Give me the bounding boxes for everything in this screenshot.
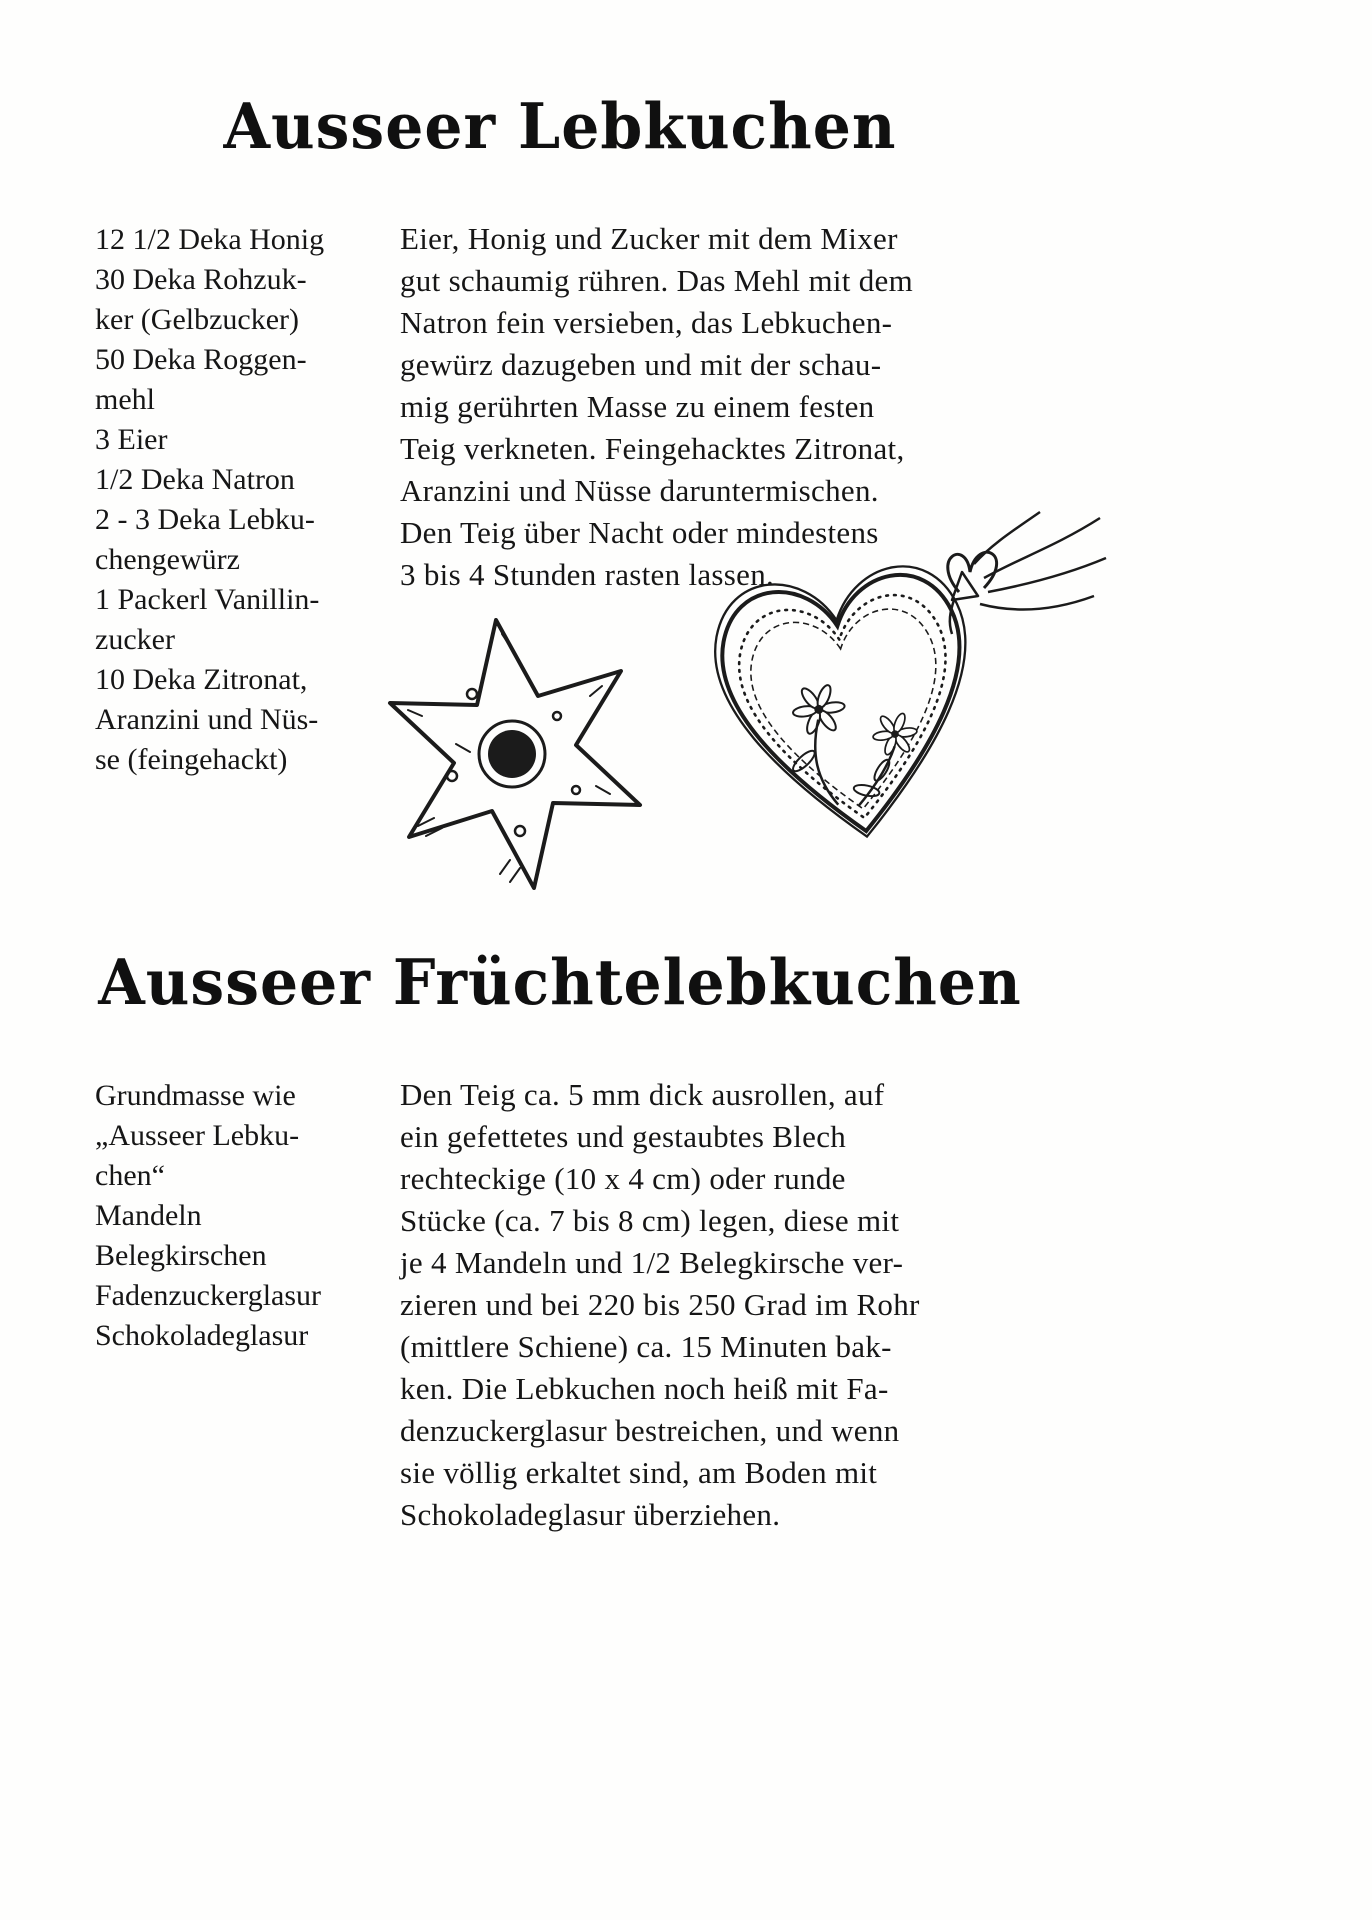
text-line: Fadenzuckerglasur <box>95 1279 322 1312</box>
text-line: „Ausseer Lebku- <box>95 1119 300 1152</box>
text-line: 1/2 Deka Natron <box>95 463 295 496</box>
text-line: Grundmasse wie <box>95 1079 296 1112</box>
text-line: 50 Deka Roggen- <box>95 343 307 376</box>
text-line: Natron fein versieben, das Lebkuchen- <box>400 305 893 340</box>
text-line: 10 Deka Zitronat, <box>95 663 308 696</box>
recipe2-instructions <box>400 1074 1110 1536</box>
text-line: se (feingehackt) <box>95 743 288 776</box>
text-line: mig gerührten Masse zu einem festen <box>400 389 875 424</box>
text-line: ein gefettetes und gestaubtes Blech <box>400 1119 847 1154</box>
text-line: rechteckige (10 x 4 cm) oder runde <box>400 1161 846 1196</box>
text-line: 2 - 3 Deka Lebku- <box>95 503 315 536</box>
text-line: 3 Eier <box>95 423 168 456</box>
text-line: Den Teig über Nacht oder mindestens <box>400 515 879 550</box>
text-line: Belegkirschen <box>95 1239 267 1272</box>
text-line: Stücke (ca. 7 bis 8 cm) legen, diese mit <box>400 1203 900 1238</box>
text-line: 3 bis 4 Stunden rasten lassen. <box>400 557 775 592</box>
page-title-recipe1: Ausseer Lebkuchen <box>223 90 897 164</box>
text-line: 30 Deka Rohzuk- <box>95 263 307 296</box>
text-line: ken. Die Lebkuchen noch heiß mit Fa- <box>400 1371 889 1406</box>
text-line: mehl <box>95 383 155 416</box>
cookie-center-knob <box>488 730 536 778</box>
text-line: Schokoladeglasur überziehen. <box>400 1497 781 1532</box>
text-line: gewürz dazugeben und mit der schau- <box>400 347 882 382</box>
recipe2-ingredient-list <box>95 1076 425 1356</box>
text-line: denzuckerglasur bestreichen, und wenn <box>400 1413 900 1448</box>
text-line: ker (Gelbzucker) <box>95 303 300 336</box>
text-line: zieren und bei 220 bis 250 Grad im Rohr <box>400 1287 920 1322</box>
text-line: (mittlere Schiene) ca. 15 Minuten bak- <box>400 1329 892 1364</box>
text-line: Den Teig ca. 5 mm dick ausrollen, auf <box>400 1077 885 1112</box>
text-line: Schokoladeglasur <box>95 1319 309 1352</box>
star-cookie-illustration <box>360 594 672 916</box>
ribbon-bow <box>948 512 1106 634</box>
heart-cookie-illustration <box>662 500 1114 940</box>
recipe1-ingredient-list <box>95 220 400 780</box>
text-line: Eier, Honig und Zucker mit dem Mixer <box>400 221 898 256</box>
text-line: chen“ <box>95 1159 165 1192</box>
text-line: gut schaumig rühren. Das Mehl mit dem <box>400 263 914 298</box>
page-title-recipe2: Ausseer Früchtelebkuchen <box>98 946 1022 1020</box>
text-line: je 4 Mandeln und 1/2 Belegkirsche ver- <box>400 1245 904 1280</box>
text-line: Aranzini und Nüs- <box>95 703 319 736</box>
text-line: chengewürz <box>95 543 240 576</box>
text-line: zucker <box>95 623 175 656</box>
text-line: Teig verkneten. Feingehacktes Zitronat, <box>400 431 905 466</box>
text-line: Mandeln <box>95 1199 202 1232</box>
icing-border-dotted <box>732 589 967 833</box>
icing-flower <box>790 681 848 738</box>
text-line: 1 Packerl Vanillin- <box>95 583 320 616</box>
text-line: 12 1/2 Deka Honig <box>95 223 325 256</box>
icing-border-wavy <box>744 603 955 821</box>
text-line: sie völlig erkaltet sind, am Boden mit <box>400 1455 878 1490</box>
text-line: Aranzini und Nüsse daruntermischen. <box>400 473 879 508</box>
